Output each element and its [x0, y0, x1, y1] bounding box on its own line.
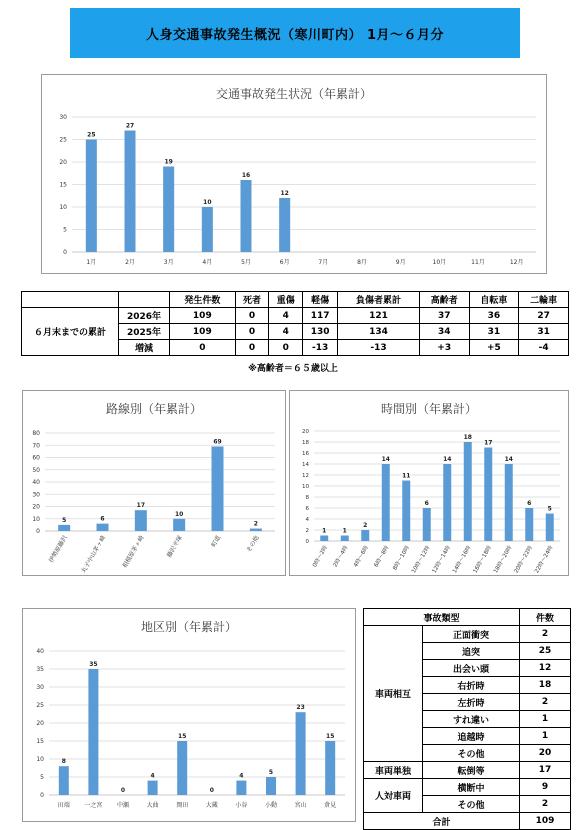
stats-cell: 0 [269, 340, 303, 356]
bar [125, 131, 136, 253]
x-tick-label: 1月 [86, 259, 97, 266]
y-tick-label: 30 [36, 684, 44, 691]
bar [361, 530, 369, 541]
acc-header-type: 事故類型 [364, 609, 520, 626]
data-label: 2 [253, 520, 258, 528]
stats-cell: 109 [170, 308, 236, 324]
data-label: 5 [62, 516, 67, 524]
y-tick-label: 60 [32, 454, 40, 462]
stats-row-group-label: ６月末までの累計 [22, 308, 119, 356]
bar [250, 529, 262, 531]
data-label: 14 [381, 456, 390, 463]
bar [443, 464, 451, 541]
x-tick-label: 9月 [395, 259, 406, 266]
x-tick-label: 4時～6時 [353, 545, 370, 569]
y-tick-label: 20 [302, 429, 309, 435]
data-label: 18 [463, 434, 472, 441]
stats-cell: 37 [419, 308, 469, 324]
data-label: 69 [213, 438, 222, 446]
x-tick-label: 12月 [509, 259, 524, 266]
acc-item-count: 2 [520, 694, 571, 711]
data-label: 8 [61, 758, 66, 766]
x-tick-label: 18時～20時 [493, 545, 514, 575]
bar [88, 669, 98, 795]
stats-cell: 117 [303, 308, 338, 324]
bar [86, 140, 97, 253]
page-banner-title: 人身交通事故発生概況（寒川町内） 1月～６月分 [70, 8, 520, 58]
x-tick-label: 6月 [279, 259, 290, 266]
acc-header-count: 件数 [520, 609, 571, 626]
x-tick-label: 5月 [241, 259, 251, 266]
acc-item-label: 追越時 [423, 728, 520, 745]
bar [148, 781, 158, 795]
stats-cell: 34 [419, 324, 469, 340]
stats-header-cell: 二輪車 [519, 292, 569, 308]
stats-header-cell: 負傷者累計 [338, 292, 420, 308]
data-label: 5 [547, 505, 552, 513]
y-tick-label: 15 [36, 738, 44, 745]
bar [402, 481, 410, 542]
x-tick-label: 田端 [57, 802, 70, 809]
data-label: 17 [484, 439, 493, 447]
bar [296, 712, 306, 795]
acc-item-label: その他 [423, 745, 520, 762]
bar [241, 180, 252, 252]
y-tick-label: 80 [32, 430, 40, 437]
y-tick-label: 25 [59, 136, 67, 144]
acc-group-label: 人対車両 [364, 779, 423, 813]
y-tick-label: 20 [59, 159, 67, 166]
chart-title: 路線別（年累計） [105, 402, 203, 416]
stats-header-cell: 死者 [235, 292, 269, 308]
y-tick-label: 10 [36, 756, 44, 763]
route-chart-panel [22, 390, 286, 576]
y-tick-label: 5 [40, 774, 44, 781]
bar [212, 446, 224, 531]
bar [423, 508, 431, 541]
y-tick-label: 20 [32, 503, 40, 511]
x-tick-label: 宮山 [294, 802, 307, 809]
acc-header-row [364, 609, 571, 626]
data-label: 15 [178, 733, 187, 740]
stats-table [21, 291, 569, 356]
bar [525, 508, 533, 541]
accident-type-table [363, 608, 571, 830]
data-label: 14 [504, 456, 513, 463]
chart-title: 時間別（年累計） [380, 402, 478, 416]
y-tick-label: 25 [36, 702, 44, 709]
y-tick-label: 0 [305, 539, 309, 545]
acc-row [364, 779, 571, 796]
acc-item-count: 12 [520, 660, 571, 677]
y-tick-label: 12 [302, 473, 309, 479]
data-label: 17 [136, 502, 146, 510]
y-tick-label: 0 [40, 792, 44, 799]
time-accident-chart [290, 391, 568, 575]
x-tick-label: 大蔵 [205, 802, 218, 809]
data-label: 5 [268, 769, 274, 776]
y-tick-label: 0 [63, 249, 67, 256]
stats-cell: 134 [338, 324, 420, 340]
y-tick-label: 40 [32, 479, 40, 486]
y-tick-label: 10 [59, 204, 67, 211]
bar [505, 464, 513, 541]
x-tick-label: 大曲 [146, 802, 159, 809]
stats-cell: 4 [269, 308, 303, 324]
bar [266, 777, 276, 795]
x-tick-label: 藤沢平塚 [165, 534, 184, 559]
y-tick-label: 10 [32, 515, 40, 523]
x-tick-label: 11月 [471, 259, 485, 266]
bar [177, 741, 187, 795]
acc-total-count: 109 [520, 813, 571, 830]
bar [236, 781, 246, 795]
acc-group-label: 車両単独 [364, 762, 423, 779]
stats-header-cell: 高齢者 [419, 292, 469, 308]
data-label: 6 [527, 500, 532, 507]
stats-cell: 0 [170, 340, 236, 356]
x-tick-label: 相模原茅ヶ崎 [121, 534, 146, 570]
bar [97, 524, 109, 531]
stats-header-row [22, 292, 569, 308]
acc-item-label: 正面衝突 [423, 626, 520, 643]
stats-cell: 31 [469, 324, 519, 340]
stats-cell: 130 [303, 324, 338, 340]
bar [58, 525, 70, 531]
data-label: 4 [150, 772, 155, 780]
x-tick-label: 町道 [210, 534, 223, 549]
y-tick-label: 20 [36, 720, 44, 727]
y-tick-label: 70 [32, 442, 40, 450]
stats-header-cell: 重傷 [269, 292, 303, 308]
data-label: 19 [164, 158, 173, 166]
acc-item-count: 25 [520, 643, 571, 660]
chart-title: 交通事故発生状況（年累計） [215, 87, 373, 101]
x-tick-label: 14時～16時 [452, 545, 473, 575]
data-label: 23 [296, 704, 305, 712]
y-tick-label: 16 [302, 451, 309, 457]
bar [341, 536, 349, 542]
x-tick-label: 小動 [264, 802, 278, 809]
acc-item-count: 2 [520, 626, 571, 643]
stats-cell: +3 [419, 340, 469, 356]
acc-item-count: 9 [520, 779, 571, 796]
data-label: 0 [209, 787, 214, 794]
bar [546, 514, 554, 542]
stats-header-cell: 軽傷 [303, 292, 338, 308]
x-tick-label: 一之宮 [84, 802, 103, 809]
acc-item-label: 出会い頭 [423, 660, 520, 677]
acc-item-count: 20 [520, 745, 571, 762]
data-label: 4 [239, 772, 244, 780]
acc-item-count: 1 [520, 711, 571, 728]
route-accident-chart [23, 391, 285, 575]
data-label: 35 [89, 661, 98, 668]
acc-group-label: 車両相互 [364, 626, 423, 762]
bar [59, 766, 69, 795]
data-label: 0 [120, 787, 126, 794]
stats-row-label: 増減 [119, 340, 170, 356]
stats-cell: 27 [519, 308, 569, 324]
acc-item-label: 横断中 [423, 779, 520, 796]
time-chart-panel [289, 390, 569, 576]
stats-cell: 36 [469, 308, 519, 324]
x-tick-label: 3月 [163, 259, 174, 266]
stats-cell: 121 [338, 308, 420, 324]
chart-title: 地区別（年累計） [140, 620, 238, 634]
data-label: 10 [174, 510, 184, 518]
acc-item-label: すれ違い [423, 711, 520, 728]
x-tick-label: 伊勢原藤沢 [47, 534, 69, 564]
data-label: 25 [87, 131, 96, 139]
stats-cell: 0 [235, 340, 269, 356]
stats-cell: 31 [519, 324, 569, 340]
y-tick-label: 50 [32, 466, 40, 474]
y-tick-label: 35 [36, 666, 44, 673]
y-tick-label: 6 [305, 506, 309, 512]
x-tick-label: 8時～10時 [392, 545, 411, 572]
stats-cell: 109 [170, 324, 236, 340]
x-tick-label: 10月 [432, 259, 447, 266]
bar [484, 448, 492, 542]
x-tick-label: 10時～12時 [411, 545, 432, 575]
x-tick-label: 2月 [125, 259, 135, 266]
x-tick-label: 2時～4時 [332, 545, 350, 569]
data-label: 15 [326, 733, 335, 740]
stats-row-label: 2025年 [119, 324, 170, 340]
stats-row-2026 [22, 308, 569, 324]
x-tick-label: 倉見 [324, 802, 337, 809]
acc-item-label: 左折時 [423, 694, 520, 711]
y-tick-label: 8 [305, 495, 309, 501]
stats-cell: +5 [469, 340, 519, 356]
acc-item-count: 18 [520, 677, 571, 694]
bar [135, 510, 147, 531]
elderly-note: ※高齢者＝６５歳以上 [248, 364, 338, 374]
x-tick-label: 7月 [318, 259, 329, 266]
y-tick-label: 30 [32, 491, 40, 499]
data-label: 1 [322, 527, 327, 535]
x-tick-label: 22時～24時 [534, 545, 555, 575]
acc-item-label: 追突 [423, 643, 520, 660]
acc-total-row [364, 813, 571, 830]
stats-header-cell: 発生件数 [170, 292, 236, 308]
bar [382, 464, 390, 541]
data-label: 12 [280, 190, 289, 197]
monthly-accident-chart [42, 75, 546, 273]
y-tick-label: 5 [63, 226, 67, 234]
stats-cell: -13 [303, 340, 338, 356]
x-tick-label: 8月 [357, 259, 367, 266]
bar [325, 741, 335, 795]
bar [202, 207, 213, 252]
stats-header-blank [22, 292, 119, 308]
acc-item-label: その他 [423, 796, 520, 813]
y-tick-label: 30 [59, 114, 67, 121]
x-tick-label: 中瀬 [116, 802, 130, 809]
bar [173, 519, 185, 531]
acc-item-label: 転倒等 [423, 762, 520, 779]
data-label: 1 [342, 527, 347, 535]
monthly-chart-panel [41, 74, 547, 274]
data-label: 27 [125, 122, 135, 130]
y-tick-label: 4 [305, 517, 309, 523]
x-tick-label: 丸子中山茅ヶ崎 [80, 534, 108, 575]
district-chart-panel [22, 608, 356, 822]
stats-row-label: 2026年 [119, 308, 170, 324]
x-tick-label: 16時～18時 [472, 545, 493, 575]
x-tick-label: 小谷 [235, 802, 248, 809]
stats-cell: -4 [519, 340, 569, 356]
acc-row [364, 762, 571, 779]
stats-cell: 4 [269, 324, 303, 340]
data-label: 10 [203, 199, 212, 206]
x-tick-label: 12時～14時 [431, 545, 452, 575]
y-tick-label: 15 [59, 181, 67, 189]
stats-header-blank [119, 292, 170, 308]
y-tick-label: 40 [36, 648, 44, 655]
bar [464, 442, 472, 541]
x-tick-label: 0時～2時 [312, 545, 329, 569]
x-tick-label: 6時～8時 [373, 545, 391, 569]
stats-cell: -13 [338, 340, 420, 356]
x-tick-label: 岡田 [176, 802, 189, 809]
acc-item-count: 2 [520, 796, 571, 813]
x-tick-label: その他 [245, 534, 261, 554]
data-label: 14 [443, 456, 452, 463]
data-label: 6 [100, 515, 105, 523]
stats-cell: 0 [235, 308, 269, 324]
data-label: 11 [402, 472, 411, 480]
y-tick-label: 0 [36, 528, 40, 535]
data-label: 2 [363, 522, 368, 529]
x-tick-label: 4月 [202, 259, 213, 266]
bar [163, 167, 174, 253]
data-label: 6 [424, 500, 429, 507]
acc-row [364, 626, 571, 643]
y-tick-label: 2 [305, 528, 309, 534]
stats-cell: 0 [235, 324, 269, 340]
x-tick-label: 20時～22時 [513, 545, 534, 575]
y-tick-label: 14 [302, 462, 309, 468]
bar [279, 198, 290, 252]
acc-total-label: 合計 [364, 813, 520, 830]
data-label: 16 [241, 172, 251, 179]
acc-item-count: 17 [520, 762, 571, 779]
stats-header-cell: 自転車 [469, 292, 519, 308]
district-accident-chart [23, 609, 355, 821]
acc-item-count: 1 [520, 728, 571, 745]
y-tick-label: 18 [302, 440, 309, 446]
acc-item-label: 右折時 [423, 677, 520, 694]
y-tick-label: 10 [302, 484, 309, 490]
bar [320, 536, 328, 542]
